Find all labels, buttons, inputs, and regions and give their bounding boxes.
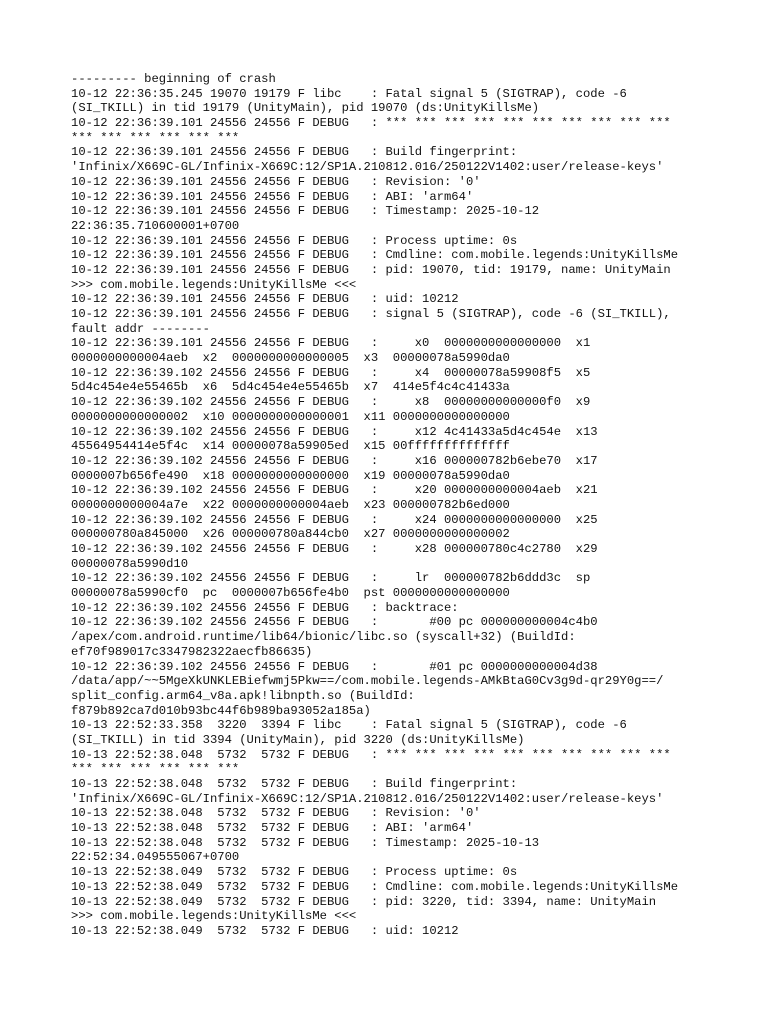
log-line: --------- beginning of crash <box>71 72 276 86</box>
log-line: 10-13 22:52:38.049 5732 5732 F DEBUG : Process uptime: 0s <box>71 865 518 880</box>
log-line: 000000780a845000 x26 000000780a844cb0 x27 0000000000000002 <box>71 527 510 542</box>
log-line: 10-12 22:36:39.102 24556 24556 F DEBUG : x20 0000000000004aeb x21 <box>71 483 598 498</box>
log-line: 10-12 22:36:39.102 24556 24556 F DEBUG : x12 4c41433a5d4c454e x13 <box>71 424 598 439</box>
log-line: 10-13 22:52:38.048 5732 5732 F DEBUG : ABI: 'arm64' <box>71 821 474 836</box>
log-line: 22:52:34.049555067+0700 <box>71 850 240 865</box>
log-line: 10-13 22:52:38.048 5732 5732 F DEBUG : *** *** *** *** *** *** *** *** *** *** <box>71 747 671 762</box>
log-line: 10-12 22:36:39.101 24556 24556 F DEBUG : *** *** *** *** *** *** *** *** *** *** <box>71 116 671 131</box>
log-line: 00000078a5990d10 <box>71 556 189 571</box>
log-line: 10-12 22:36:39.101 24556 24556 F DEBUG : uid: 10212 <box>71 292 459 307</box>
log-line: 10-13 22:52:38.048 5732 5732 F DEBUG : Timestamp: 2025-10-13 <box>71 835 540 850</box>
log-line: 10-12 22:36:39.101 24556 24556 F DEBUG : Cmdline: com.mobile.legends:UnityKillsMe <box>71 248 679 263</box>
log-line: ef70f989017c3347982322aecfb86635) <box>71 644 313 659</box>
log-line: 10-12 22:36:39.102 24556 24556 F DEBUG : x24 0000000000000000 x25 <box>71 512 598 527</box>
log-line: 10-13 22:52:38.049 5732 5732 F DEBUG : Cmdline: com.mobile.legends:UnityKillsMe <box>71 879 679 894</box>
log-line: 10-12 22:36:39.102 24556 24556 F DEBUG : backtrace: <box>71 600 459 615</box>
log-line: f879b892ca7d010b93bc44f6b989ba93052a185a) <box>71 703 371 718</box>
log-line: 10-12 22:36:39.101 24556 24556 F DEBUG : Timestamp: 2025-10-12 <box>71 204 540 219</box>
log-line: /data/app/~~5MgeXkUNKLEBiefwmj5Pkw==/com.mobile.legends-AMkBtaG0Cv3g9d-qr29Y0g==/ <box>71 674 664 689</box>
log-line: 10-13 22:52:38.048 5732 5732 F DEBUG : Revision: '0' <box>71 806 481 821</box>
log-line: 10-12 22:36:39.102 24556 24556 F DEBUG : x8 00000000000000f0 x9 <box>71 395 591 410</box>
log-line: 10-12 22:36:39.101 24556 24556 F DEBUG : Process uptime: 0s <box>71 233 518 248</box>
log-line: 10-12 22:36:39.102 24556 24556 F DEBUG : lr 000000782b6ddd3c sp <box>71 571 591 586</box>
log-line: 0000007b656fe490 x18 0000000000000000 x19 00000078a5990da0 <box>71 468 510 483</box>
log-line: 10-12 22:36:39.101 24556 24556 F DEBUG : pid: 19070, tid: 19179, name: UnityMain <box>71 262 671 277</box>
log-line: *** *** *** *** *** *** <box>71 762 240 777</box>
crash-log-document <box>71 72 711 939</box>
log-line: 'Infinix/X669C-GL/Infinix-X669C:12/SP1A.210812.016/250122V1402:user/release-keys' <box>71 160 664 175</box>
log-line: 0000000000004a7e x22 0000000000004aeb x23 000000782b6ed000 <box>71 497 510 512</box>
log-line: 'Infinix/X669C-GL/Infinix-X669C:12/SP1A.210812.016/250122V1402:user/release-keys' <box>71 791 664 806</box>
log-line: 00000078a5990cf0 pc 0000007b656fe4b0 pst 0000000000000000 <box>71 586 510 601</box>
log-line: (SI_TKILL) in tid 3394 (UnityMain), pid 3220 (ds:UnityKillsMe) <box>71 732 525 747</box>
log-line: 0000000000004aeb x2 0000000000000005 x3 00000078a5990da0 <box>71 351 510 366</box>
log-line: 10-13 22:52:38.049 5732 5732 F DEBUG : uid: 10212 <box>71 923 459 938</box>
log-line: 10-12 22:36:39.101 24556 24556 F DEBUG : Revision: '0' <box>71 174 481 189</box>
log-line: >>> com.mobile.legends:UnityKillsMe <<< <box>71 277 357 292</box>
log-line: 45564954414e5f4c x14 00000078a59905ed x15 00ffffffffffffff <box>71 439 510 454</box>
log-line: 10-12 22:36:39.101 24556 24556 F DEBUG : signal 5 (SIGTRAP), code -6 (SI_TKILL), <box>71 307 671 321</box>
log-line: 10-13 22:52:33.358 3220 3394 F libc : Fatal signal 5 (SIGTRAP), code -6 <box>71 718 627 733</box>
log-line: 10-12 22:36:39.102 24556 24556 F DEBUG : x28 000000780c4c2780 x29 <box>71 542 598 556</box>
log-line: 10-12 22:36:39.102 24556 24556 F DEBUG : #01 pc 0000000000004d38 <box>71 659 598 674</box>
log-line: fault addr -------- <box>71 321 210 336</box>
log-line: 10-13 22:52:38.048 5732 5732 F DEBUG : Build fingerprint: <box>71 777 518 791</box>
log-line: 0000000000000002 x10 0000000000000001 x11 0000000000000000 <box>71 409 510 424</box>
log-line: (SI_TKILL) in tid 19179 (UnityMain), pid 19070 (ds:UnityKillsMe) <box>71 101 540 116</box>
log-line: 10-12 22:36:39.101 24556 24556 F DEBUG : Build fingerprint: <box>71 145 518 160</box>
log-line: 10-12 22:36:35.245 19070 19179 F libc : Fatal signal 5 (SIGTRAP), code -6 <box>71 86 627 101</box>
log-line: 5d4c454e4e55465b x6 5d4c454e4e55465b x7 414e5f4c4c41433a <box>71 380 510 395</box>
log-line: 10-12 22:36:39.102 24556 24556 F DEBUG : #00 pc 000000000004c4b0 <box>71 615 598 630</box>
log-line: /apex/com.android.runtime/lib64/bionic/libc.so (syscall+32) (BuildId: <box>71 630 576 645</box>
log-line: >>> com.mobile.legends:UnityKillsMe <<< <box>71 909 357 924</box>
log-line: 22:36:35.710600001+0700 <box>71 218 240 233</box>
log-line: 10-13 22:52:38.049 5732 5732 F DEBUG : pid: 3220, tid: 3394, name: UnityMain <box>71 894 657 909</box>
log-line: split_config.arm64_v8a.apk!libnpth.so (BuildId: <box>71 688 415 703</box>
log-line: 10-12 22:36:39.102 24556 24556 F DEBUG : x16 000000782b6ebe70 x17 <box>71 453 598 468</box>
log-line: *** *** *** *** *** *** <box>71 130 240 145</box>
log-line: 10-12 22:36:39.101 24556 24556 F DEBUG : ABI: 'arm64' <box>71 189 474 204</box>
log-line: 10-12 22:36:39.102 24556 24556 F DEBUG : x4 00000078a59908f5 x5 <box>71 365 591 380</box>
log-line: 10-12 22:36:39.101 24556 24556 F DEBUG : x0 0000000000000000 x1 <box>71 336 591 351</box>
